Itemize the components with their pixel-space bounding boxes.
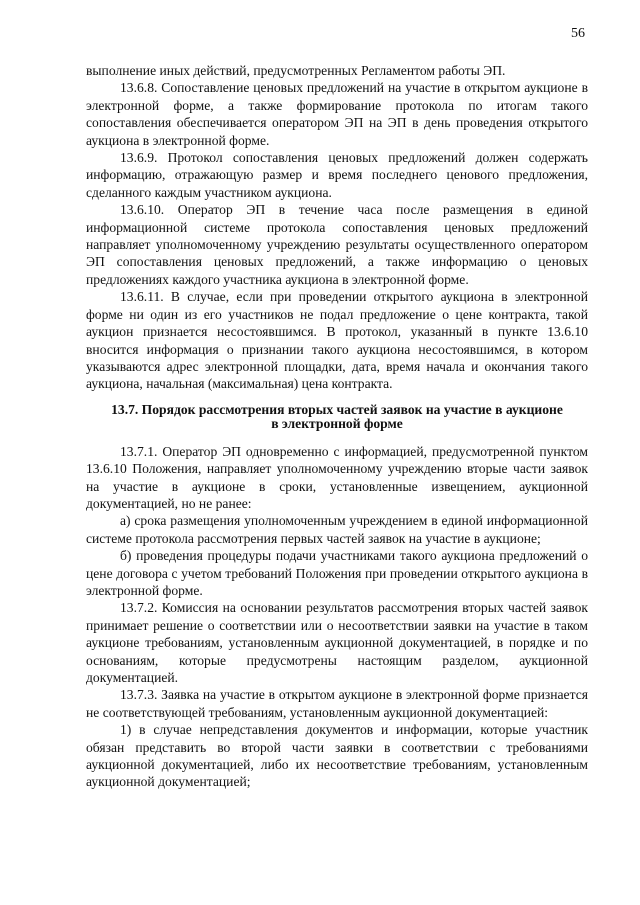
list-item-1: 1) в случае непредставления документов и информации, которые участник обязан представить во второй части заявки в соответствии с требованиями аукционной документацией, либо их несоответствие требованиям, установленным аукционной документацией; xyxy=(86,722,588,790)
page-number: 56 xyxy=(571,26,585,41)
paragraph-13-6-11: 13.6.11. В случае, если при проведении открытого аукциона в электронной форме ни один из его участников не подал предложение о цене контракта, такой аукцион признается несостоявшимся. В протокол, указанный в пункте 13.6.10 вносится информация о признании такого аукциона несостоявшимся, в котором указываются адрес электронной площадки, дата, время начала и окончания такого аукциона, начальная (максимальная) цена контракта. xyxy=(86,289,588,392)
paragraph-13-6-8: 13.6.8. Сопоставление ценовых предложений на участие в открытом аукционе в электронной форме, а также формирование протокола по итогам такого сопоставления обеспечивается оператором ЭП на ЭП в день проведения открытого аукциона в электронной форме. xyxy=(86,80,588,148)
section-heading-13-7 xyxy=(86,403,588,432)
list-item-b: б) проведения процедуры подачи участниками такого аукциона предложений о цене договора с учетом требований Положения при проведении открытого аукциона в электронной форме. xyxy=(86,548,588,598)
section-heading-line-1: 13.7. Порядок рассмотрения вторых частей заявок на участие в аукционе xyxy=(111,401,563,417)
paragraph-continuation: выполнение иных действий, предусмотренных Регламентом работы ЭП. xyxy=(86,63,506,78)
paragraph-13-7-1: 13.7.1. Оператор ЭП одновременно с информацией, предусмотренной пунктом 13.6.10 Положения, направляет уполномоченному учреждению вторые части заявок на участие в аукционе в сроки, установленные извещением, аукционной документацией, но не ранее: xyxy=(86,443,588,511)
list-item-a: а) срока размещения уполномоченным учреждением в единой информационной системе протокола рассмотрения первых частей заявок на участие в аукционе; xyxy=(86,513,588,546)
document-body xyxy=(86,62,588,791)
paragraph-13-6-10: 13.6.10. Оператор ЭП в течение часа после размещения в единой информационной системе протокола сопоставления ценовых предложений направляет уполномоченному учреждению результаты осуществленного оператором ЭП сопоставления ценовых предложений, а также информацию о ценовых предложениях каждого участника аукциона в электронной форме. xyxy=(86,202,588,287)
section-heading-line-2: в электронной форме xyxy=(271,416,403,432)
paragraph-13-7-2: 13.7.2. Комиссия на основании результатов рассмотрения вторых частей заявок принимает решение о соответствии или о несоответствии заявки на участие в таком аукционе требованиям, установленным аукционной документацией, в порядке и по основаниям, которые предусмотрены настоящим разделом, аукционной документацией. xyxy=(86,600,588,685)
paragraph-13-7-3: 13.7.3. Заявка на участие в открытом аукционе в электронной форме признается не соответствующей требованиям, установленным аукционной документацией: xyxy=(86,687,588,720)
paragraph-13-6-9: 13.6.9. Протокол сопоставления ценовых предложений должен содержать информацию, отражающую размер и время последнего ценового предложения, сделанного каждым участником аукциона. xyxy=(86,150,588,200)
